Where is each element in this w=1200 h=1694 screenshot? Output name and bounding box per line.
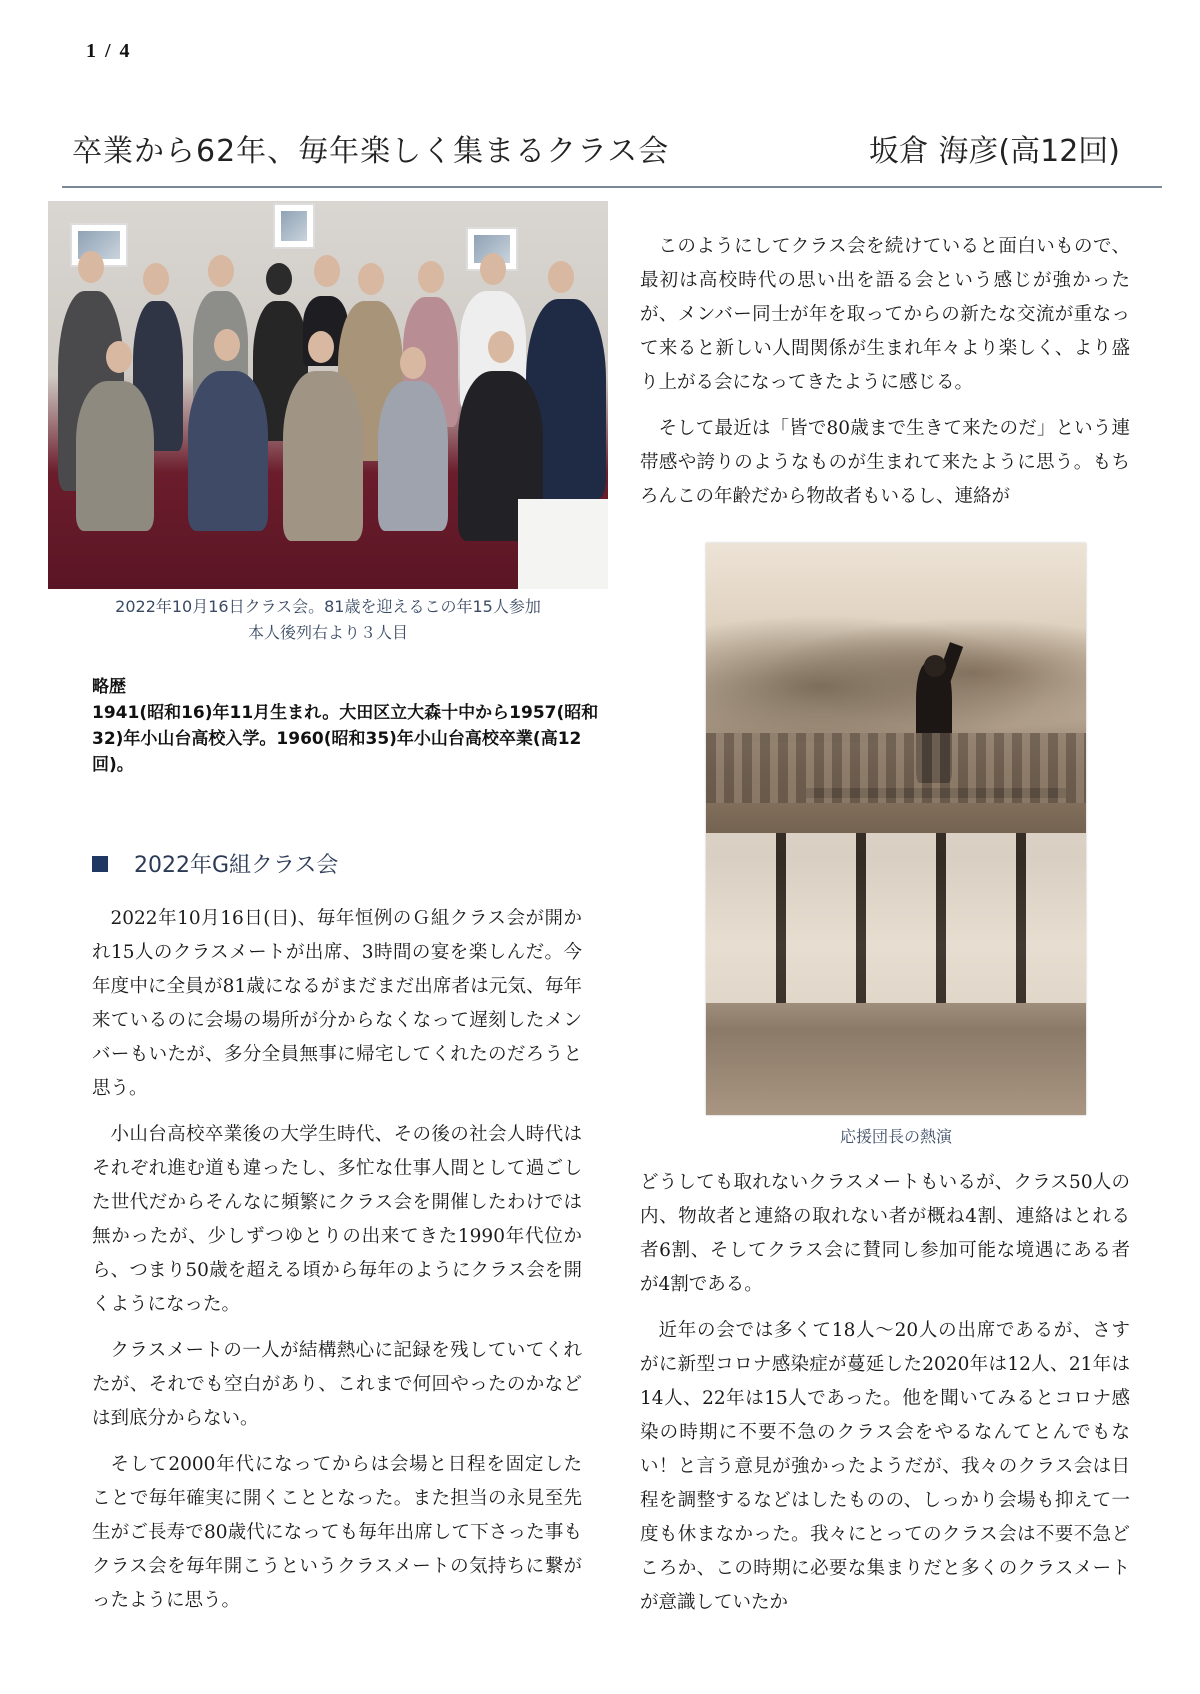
paragraph: クラスメートの一人が結構熱心に記録を残していてくれたが、それでも空白があり、これまで何回やったのかなどは到底分からない。: [92, 1340, 582, 1429]
wall-frame: [273, 203, 315, 249]
bio-text: 1941(昭和16)年11月生まれ。大田区立大森十中から1957(昭和32)年小山台高校入学。1960(昭和35)年小山台高校卒業(高12回)。: [92, 703, 599, 775]
group-photo-caption: [48, 594, 608, 646]
bio-heading: 略歴: [92, 677, 126, 697]
paragraph: そして最近は「皆で80歳まで生きて来たのだ」という連帯感や誇りのようなものが生まれて来たように思う。もちろんこの年齢だから物故者もいるし、連絡が: [640, 418, 1130, 507]
section-title: 2022年G組クラス会: [134, 853, 339, 878]
paragraph: そして2000年代になってからは会場と日程を固定したことで毎年確実に開くこととなった。また担当の永見至先生がご長寿で80歳代になっても毎年出席して下さった事もクラス会を毎年開こうというクラスメートの気持ちに繋がったように思う。: [92, 1454, 582, 1611]
section-heading: [92, 848, 338, 879]
page-number: 1 / 4: [86, 40, 132, 62]
caption-line-2: 本人後列右より３人目: [247, 623, 408, 642]
author-name: 坂倉 海彦(高12回): [868, 134, 1120, 169]
right-column-bottom: [640, 1166, 1130, 1632]
caption-line-1: 2022年10月16日クラス会。81歳を迎えるこの年15人参加: [115, 597, 541, 616]
paragraph: 小山台高校卒業後の大学生時代、その後の社会人時代はそれぞれ進む道も違ったし、多忙な仕事人間として過ごした世代だからそんなに頻繁にクラス会を開催したわけでは無かったが、少しずつゆとりの出来てきた1990年代位から、つまり50歳を超える頃から毎年のようにクラス会を開くようになった。: [92, 1124, 582, 1315]
cheerleader-photo-caption: 応援団長の熱演: [839, 1127, 952, 1146]
paragraph: このようにしてクラス会を続けていると面白いもので、最初は高校時代の思い出を語る会という感じが強かったが、メンバー同士が年を取ってからの新たな交流が重なって来ると新しい人間関係が生まれ年々より楽しく、より盛り上がる会になってきたように感じる。: [640, 236, 1130, 393]
left-column-body: [92, 902, 582, 1630]
cheerleader-photo: [706, 543, 1086, 1115]
header-divider: [62, 186, 1162, 188]
biography: [92, 674, 612, 778]
paragraph: 近年の会では多くて18人～20人の出席であるが、さすがに新型コロナ感染症が蔓延した2020年は12人、21年は14人、22年は15人であった。他を聞いてみるとコロナ感染の時期に不要不急のクラス会をやるなんてとんでもない！と言う意見が強かったようだが、我々のクラス会は日程を調整するなどはしたものの、しっかり会場も抑えて一度も休まなかった。我々にとってのクラス会は不要不急どころか、この時期に必要な集まりだと多くのクラスメートが意識していたか: [640, 1320, 1130, 1613]
paragraph: どうしても取れないクラスメートもいるが、クラス50人の内、物故者と連絡の取れない者が概ね4割、連絡はとれる者6割、そしてクラス会に賛同し参加可能な境遇にある者が4割である。: [640, 1172, 1130, 1295]
square-bullet-icon: [92, 856, 108, 872]
group-photo: [48, 201, 608, 589]
right-column-top: [640, 230, 1130, 526]
article-title: 卒業から62年、毎年楽しく集まるクラス会: [72, 134, 670, 169]
paragraph: 2022年10月16日(日)、毎年恒例のＧ組クラス会が開かれ15人のクラスメートが出席、3時間の宴を楽しんだ。今年度中に全員が81歳になるがまだまだ出席者は元気、毎年来ているのに会場の場所が分からなくなって遅刻したメンバーもいたが、多分全員無事に帰宅してくれたのだろうと思う。: [92, 908, 582, 1099]
